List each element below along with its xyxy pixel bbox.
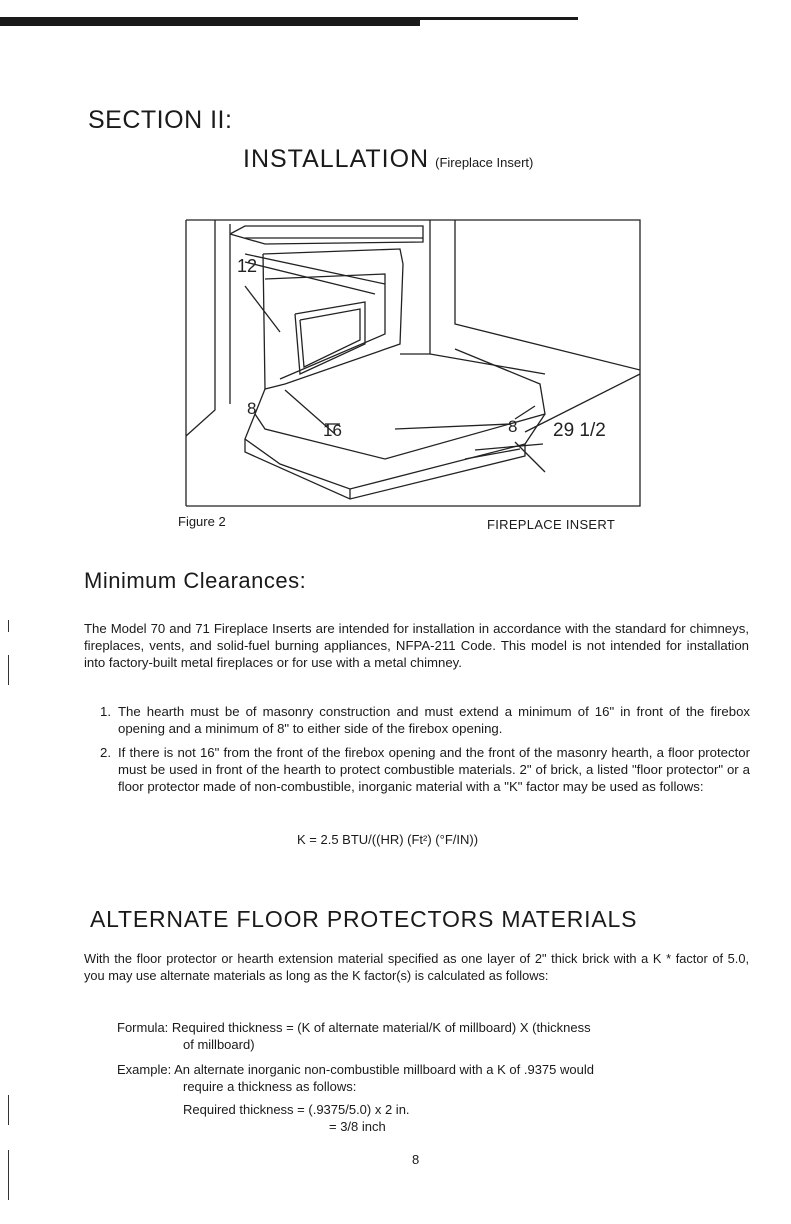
dim-label-8-side: 8 xyxy=(247,399,257,418)
dim-label-12: 12 xyxy=(237,256,258,276)
dim-label-16: 16 xyxy=(323,421,342,440)
list-item-text: The hearth must be of masonry construction and must extend a minimum of 16" in front of the firebox opening and a minimum of 8" to either side of the firebox opening. xyxy=(118,704,750,736)
min-clearances-intro: The Model 70 and 71 Fireplace Inserts are intended for installation in accordance with the standard for chimneys, fireplaces, vents, and solid-fuel burning appliances, NFPA-211 Code. This model is not intended for installation into factory-built metal fireplaces or for use with a metal chimney. xyxy=(84,621,749,670)
clearance-list xyxy=(100,703,750,802)
example-label: Example: xyxy=(117,1062,172,1077)
list-item-number: 2. xyxy=(100,745,111,760)
list-item-number: 1. xyxy=(100,704,111,719)
installation-subtitle: (Fireplace Insert) xyxy=(435,155,534,170)
margin-mark xyxy=(8,1150,9,1200)
installation-heading: INSTALLATION xyxy=(243,145,430,173)
figure-caption: Figure 2 xyxy=(178,514,226,529)
formula-text: Required thickness = (K of alternate material/K of millboard) X (thickness xyxy=(171,1020,591,1035)
calculation-line-1: Required thickness = (.9375/5.0) x 2 in. xyxy=(183,1102,410,1117)
dim-label-29-half: 29 1/2 xyxy=(553,420,606,441)
list-item-text: If there is not 16" from the front of the firebox opening and the front of the masonry hearth, a floor protector must be used in front of the hearth to protect combustible materials. 2" of brick, a listed "floor protector" or a floor protector made of non-combustible, inorganic material with a "K" factor may be used as follows: xyxy=(118,745,750,794)
calculation-line-2: = 3/8 inch xyxy=(329,1119,386,1134)
formula-block xyxy=(117,1019,749,1053)
fireplace-insert-figure xyxy=(185,214,641,508)
min-clearances-heading: Minimum Clearances: xyxy=(84,568,307,593)
example-block xyxy=(117,1061,749,1095)
section-title: SECTION II: xyxy=(88,106,233,134)
figure-title: FIREPLACE INSERT xyxy=(487,517,616,532)
installation-title xyxy=(243,145,533,174)
page-number: 8 xyxy=(412,1152,420,1167)
list-item xyxy=(100,703,750,737)
margin-mark xyxy=(8,655,9,685)
list-item xyxy=(100,744,750,795)
alternate-heading: ALTERNATE FLOOR PROTECTORS MATERIALS xyxy=(90,906,638,932)
k-factor-formula: K = 2.5 BTU/((HR) (Ft²) (°F/IN)) xyxy=(297,832,479,847)
top-rule-thick xyxy=(0,20,420,26)
example-text: An alternate inorganic non-combustible millboard with a K of .9375 would xyxy=(174,1062,594,1077)
formula-label: Formula: xyxy=(117,1020,169,1035)
margin-mark xyxy=(8,620,9,632)
formula-continuation: of millboard) xyxy=(183,1037,255,1052)
example-continuation: require a thickness as follows: xyxy=(183,1079,357,1094)
dim-label-8-right: 8 xyxy=(508,417,518,436)
alternate-intro: With the floor protector or hearth extension material specified as one layer of 2" thick brick with a K * factor of 5.0, you may use alternate materials as long as the K factor(s) is calculated as follows: xyxy=(84,951,749,983)
margin-mark xyxy=(8,1095,9,1125)
